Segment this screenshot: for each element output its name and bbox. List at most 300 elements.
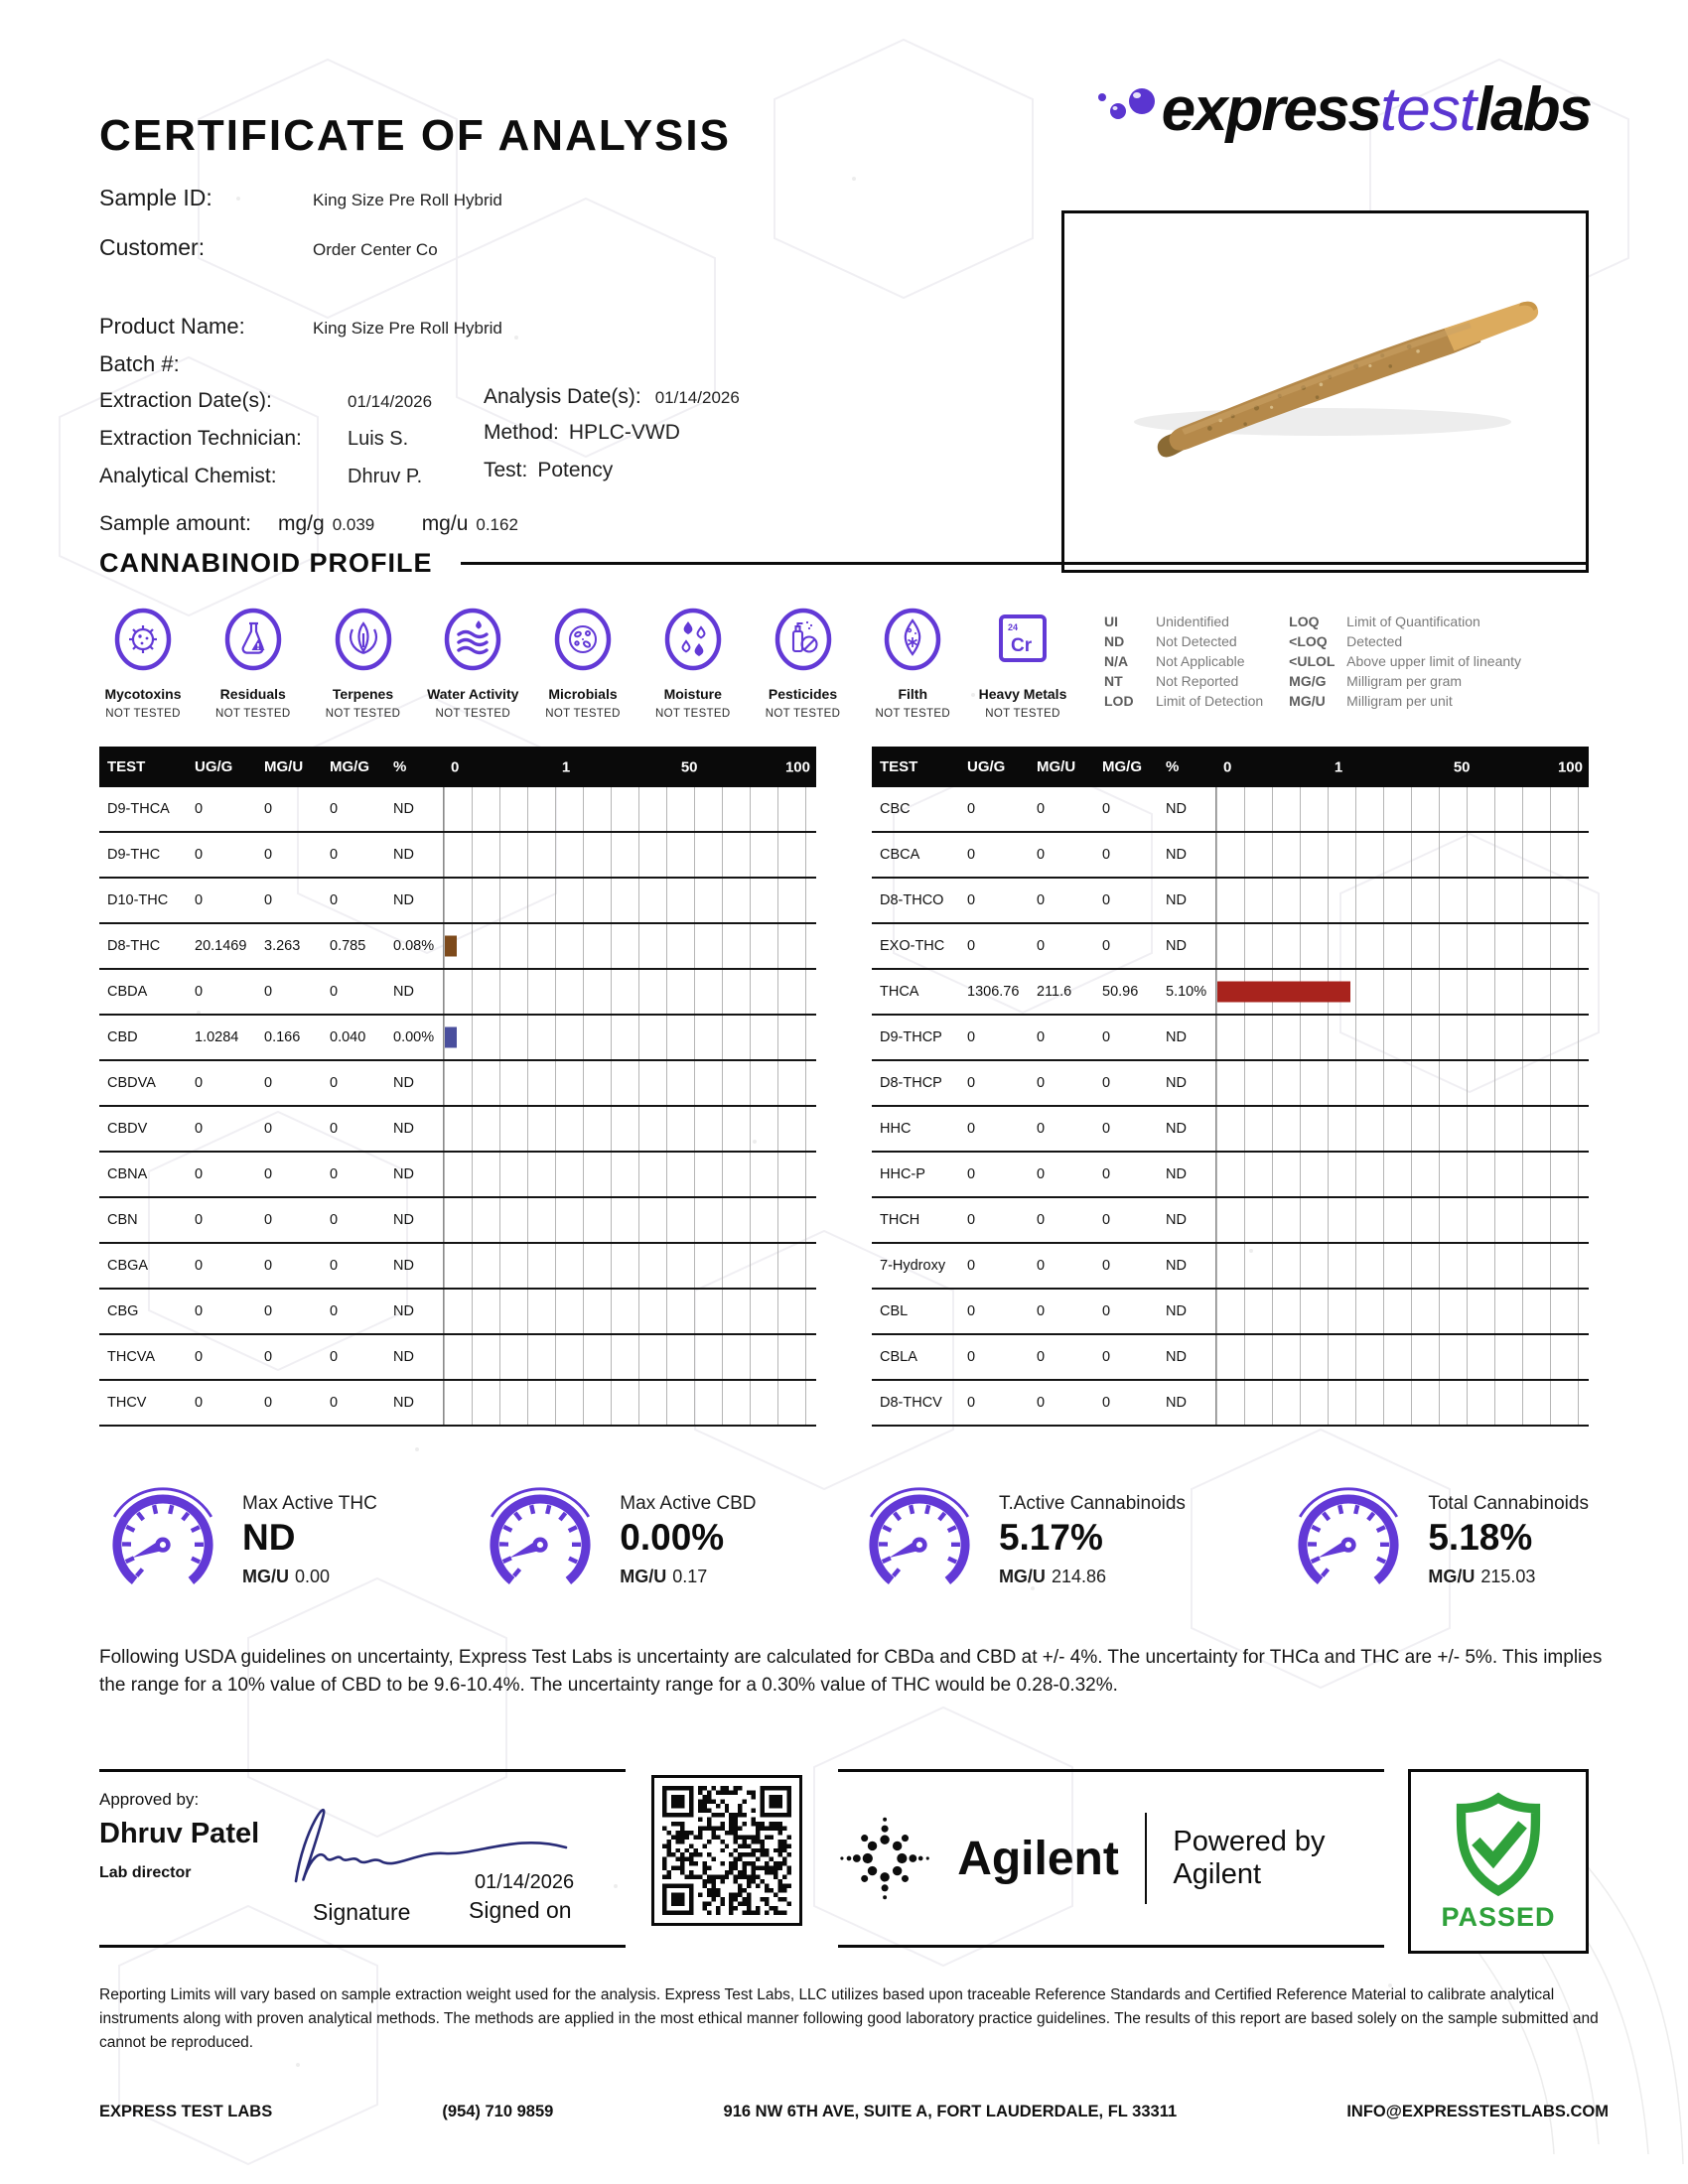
cell-value: 0	[195, 1395, 204, 1411]
cell-value: 0	[195, 1303, 204, 1319]
cannabinoid-row	[872, 1061, 1589, 1107]
cannabinoid-row	[99, 1107, 816, 1153]
moisture-droplets-icon	[661, 604, 725, 677]
heavy-metals-chromium-icon	[991, 604, 1055, 677]
cannabinoid-row	[872, 1198, 1589, 1244]
cell-value: 0	[1037, 1166, 1046, 1182]
analytical-chemist-label: Analytical Chemist:	[99, 465, 277, 487]
product-name-value: King Size Pre Roll Hybrid	[313, 319, 502, 338]
mycotoxins-icon	[111, 604, 175, 677]
legend-entry	[1104, 614, 1263, 629]
gauge-value: ND	[242, 1516, 296, 1558]
legend-entry	[1289, 673, 1521, 689]
row-bar-chart	[443, 1153, 816, 1196]
cell-test-name: CBDV	[107, 1121, 148, 1137]
legend-definition: Detected	[1346, 633, 1403, 649]
cell-test-name: THCV	[107, 1395, 147, 1411]
cell-test-name: CBD	[107, 1029, 138, 1045]
legend-definition: Limit of Detection	[1156, 693, 1264, 709]
cell-test-name: D8-THCP	[880, 1075, 942, 1091]
cell-value: 1306.76	[967, 984, 1020, 1000]
row-bar-chart	[1215, 1335, 1589, 1379]
axis-tick-label: 0	[1223, 758, 1232, 775]
row-bar-chart	[443, 1381, 816, 1425]
cell-value: ND	[1166, 1075, 1187, 1091]
legend-abbr: NT	[1104, 673, 1123, 689]
cell-value: 0	[1102, 892, 1111, 908]
extraction-date-value: 01/14/2026	[348, 392, 433, 411]
approver-name: Dhruv Patel	[99, 1818, 260, 1849]
cell-value: ND	[1166, 1029, 1187, 1045]
cell-value: 0	[264, 1258, 273, 1274]
column-header: %	[1166, 758, 1180, 775]
gauge-max-active-thc	[99, 1475, 377, 1604]
cell-test-name: CBG	[107, 1303, 139, 1319]
cell-test-name: CBNA	[107, 1166, 148, 1182]
cell-test-name: HHC	[880, 1121, 912, 1137]
cell-value: 0.166	[264, 1029, 301, 1045]
cell-value: 0	[264, 892, 273, 908]
sample-info-block	[99, 179, 1053, 556]
cannabinoid-row	[872, 787, 1589, 833]
approval-box	[99, 1769, 626, 1948]
row-bar-chart	[1215, 1061, 1589, 1105]
screening-label: Mycotoxins	[104, 686, 182, 702]
cannabinoid-row	[99, 1153, 816, 1198]
brand-word-express: express	[1161, 75, 1380, 144]
axis-tick-label: 50	[680, 758, 698, 775]
cell-value: ND	[1166, 1212, 1187, 1228]
row-bar-chart	[443, 879, 816, 922]
cell-test-name: EXO-THC	[880, 938, 945, 954]
cell-test-name: CBC	[880, 801, 911, 817]
row-bar-chart	[1215, 1244, 1589, 1288]
cell-value: 0.08%	[393, 938, 435, 954]
gauge-unit-label: MG/U	[998, 1566, 1046, 1586]
screening-status: NOT TESTED	[435, 708, 510, 720]
cell-value: 0	[195, 1349, 204, 1365]
axis-tick-label: 100	[784, 758, 810, 775]
cell-value: 0	[1037, 1121, 1046, 1137]
screening-item-mycotoxins	[91, 604, 195, 720]
gauge-label: T.Active Cannabinoids	[998, 1492, 1186, 1514]
gauge-unit-value: 214.86	[1051, 1566, 1106, 1586]
cannabinoid-row	[99, 1244, 816, 1290]
cell-value: 0	[264, 1121, 273, 1137]
svg-text:Cr: Cr	[1011, 635, 1033, 656]
cannabinoid-table-right	[872, 747, 1589, 1427]
cannabinoid-row	[872, 924, 1589, 970]
cannabinoid-row	[872, 970, 1589, 1016]
column-header: MG/G	[1102, 758, 1142, 775]
axis-tick-label: 100	[1557, 758, 1583, 775]
row-bar-chart	[1215, 1290, 1589, 1333]
row-bar-chart	[443, 1290, 816, 1333]
cell-value: 0	[1037, 1303, 1046, 1319]
screening-status: NOT TESTED	[105, 708, 181, 720]
screening-item-filth	[861, 604, 964, 720]
cell-test-name: HHC-P	[880, 1166, 925, 1182]
screening-item-pesticides	[752, 604, 855, 720]
cell-value: 0	[330, 801, 339, 817]
legend-definition: Not Detected	[1156, 633, 1237, 649]
row-bar-chart	[443, 833, 816, 877]
screening-status: NOT TESTED	[655, 708, 731, 720]
screening-item-residuals	[202, 604, 305, 720]
cell-value: ND	[393, 1166, 414, 1182]
cannabinoid-row	[99, 879, 816, 924]
cell-value: 0	[967, 1029, 976, 1045]
gauge-value: 5.17%	[998, 1516, 1103, 1558]
cell-test-name: D8-THCO	[880, 892, 944, 908]
gauge-max-active-cbd	[477, 1475, 756, 1604]
cell-value: ND	[1166, 1395, 1187, 1411]
footer-phone: (954) 710 9859	[442, 2103, 554, 2120]
legend-column-1	[1104, 614, 1263, 709]
gauge-icon	[99, 1475, 226, 1604]
screening-status-row	[91, 604, 1074, 720]
cell-value: 0	[967, 1212, 976, 1228]
cannabinoid-row	[99, 1016, 816, 1061]
cell-value: 0	[330, 1349, 339, 1365]
footer-address: 916 NW 6TH AVE, SUITE A, FORT LAUDERDALE, FL 33311	[723, 2103, 1178, 2120]
row-bar-chart	[1215, 833, 1589, 877]
cannabinoid-profile-title: CANNABINOID PROFILE	[99, 548, 433, 578]
screening-label: Terpenes	[332, 686, 394, 702]
table-header	[872, 747, 1589, 787]
analysis-date-label: Analysis Date(s):	[484, 385, 641, 408]
cell-value: 0	[967, 1121, 976, 1137]
cell-value: 0.785	[330, 938, 366, 954]
cell-value: ND	[1166, 1303, 1187, 1319]
terpenes-leaf-icon	[332, 604, 395, 677]
cell-value: 0	[264, 1212, 273, 1228]
screening-status: NOT TESTED	[545, 708, 621, 720]
microbials-icon	[551, 604, 615, 677]
axis-scale	[443, 747, 816, 787]
cannabinoid-row	[99, 833, 816, 879]
qr-code	[651, 1775, 802, 1926]
agilent-starburst-icon	[838, 1804, 931, 1913]
cell-value: ND	[393, 801, 414, 817]
extraction-technician-label: Extraction Technician:	[99, 427, 302, 450]
extraction-date-label: Extraction Date(s):	[99, 389, 272, 412]
legend-entry	[1104, 653, 1263, 669]
cell-value: 0	[1102, 847, 1111, 863]
cell-test-name: THCA	[880, 984, 919, 1000]
legend-definition: Not Reported	[1156, 673, 1239, 689]
sample-id-label: Sample ID:	[99, 185, 212, 210]
cell-value: ND	[393, 1212, 414, 1228]
gauge-total-cannabinoids	[1285, 1475, 1589, 1604]
axis-tick-label: 0	[451, 758, 460, 775]
summary-gauges-row	[99, 1475, 1589, 1604]
row-bar-chart	[1215, 1153, 1589, 1196]
cell-test-name: D8-THC	[107, 938, 161, 954]
legend-entry	[1289, 653, 1521, 669]
cell-value: ND	[393, 1258, 414, 1274]
gauge-unit-label: MG/U	[620, 1566, 667, 1586]
cannabinoid-row	[99, 1061, 816, 1107]
cannabinoid-row	[872, 1335, 1589, 1381]
cell-value: 0.00%	[393, 1029, 435, 1045]
gauge-label: Total Cannabinoids	[1428, 1492, 1589, 1514]
cannabinoid-row	[99, 924, 816, 970]
cell-value: 3.263	[264, 938, 301, 954]
cell-test-name: THCH	[880, 1212, 920, 1228]
brand-logo	[1084, 75, 1591, 149]
cell-value: ND	[393, 892, 414, 908]
legend-abbr: <LOQ	[1289, 633, 1328, 649]
sample-amount-label: Sample amount:	[99, 512, 251, 535]
footer-bar	[99, 2103, 1609, 2121]
brand-word-test: test	[1380, 75, 1476, 144]
cell-test-name: CBN	[107, 1212, 138, 1228]
cell-value: 0	[967, 847, 976, 863]
cannabinoid-row	[99, 1381, 816, 1427]
analytical-chemist-value: Dhruv P.	[348, 466, 423, 487]
cell-value: 0	[1037, 892, 1046, 908]
cell-value: ND	[1166, 938, 1187, 954]
signed-on-date: 01/14/2026	[475, 1871, 575, 1893]
mgg-value: 0.039	[332, 515, 375, 534]
cell-value: 0	[264, 801, 273, 817]
gauge-value: 5.18%	[1428, 1516, 1533, 1558]
axis-tick-label: 1	[1334, 758, 1343, 775]
cell-value: 0	[1037, 1029, 1046, 1045]
cannabinoid-row	[872, 1107, 1589, 1153]
cell-value: 0	[330, 892, 339, 908]
test-label: Test:	[484, 459, 528, 481]
pesticides-icon	[772, 604, 835, 677]
cell-value: 20.1469	[195, 938, 247, 954]
row-bar-chart	[443, 1198, 816, 1242]
legend-definition: Milligram per unit	[1346, 693, 1453, 709]
cell-value: 0	[195, 1075, 204, 1091]
row-bar-chart	[443, 924, 816, 968]
column-header: %	[393, 758, 407, 775]
cannabinoid-row	[99, 970, 816, 1016]
brand-dots-icon	[1084, 79, 1162, 149]
cell-value: ND	[393, 1121, 414, 1137]
cannabinoid-row	[99, 1335, 816, 1381]
cell-value: ND	[393, 1349, 414, 1365]
cannabinoid-row	[99, 787, 816, 833]
agilent-wordmark: Agilent	[957, 1832, 1119, 1885]
cell-value: 0	[264, 1349, 273, 1365]
legend-entry	[1289, 614, 1521, 629]
gauge-icon	[1285, 1475, 1412, 1604]
passed-badge	[1408, 1769, 1589, 1954]
cell-value: 0	[264, 1303, 273, 1319]
cell-test-name: CBL	[880, 1303, 909, 1319]
column-header: MG/U	[264, 758, 304, 775]
cannabinoid-row	[872, 1290, 1589, 1335]
customer-value: Order Center Co	[313, 240, 438, 259]
screening-label: Residuals	[219, 686, 286, 702]
cell-test-name: D9-THCP	[880, 1029, 942, 1045]
cannabinoid-row	[872, 879, 1589, 924]
agilent-box	[838, 1769, 1384, 1948]
legend-abbr: <ULOL	[1289, 653, 1336, 669]
cell-value: 0	[967, 1166, 976, 1182]
section-divider-line	[461, 562, 1590, 565]
cell-value: ND	[1166, 1258, 1187, 1274]
gauge-total-active-cannabinoids	[856, 1475, 1186, 1604]
cell-value: 0	[967, 801, 976, 817]
column-header: TEST	[107, 758, 146, 775]
row-bar-chart	[1215, 1198, 1589, 1242]
column-header: MG/U	[1037, 758, 1076, 775]
cell-test-name: CBDVA	[107, 1075, 156, 1091]
cell-value: 0	[330, 1212, 339, 1228]
column-header: TEST	[880, 758, 918, 775]
gauge-unit-value: 0.17	[672, 1566, 708, 1586]
analysis-date-value: 01/14/2026	[654, 388, 740, 407]
method-label: Method:	[484, 421, 559, 444]
cell-value: 0	[1102, 1349, 1111, 1365]
row-bar-chart	[443, 970, 816, 1014]
cell-test-name: D10-THC	[107, 892, 169, 908]
screening-item-microbials	[531, 604, 634, 720]
product-name-label: Product Name:	[99, 314, 245, 339]
cell-value: 0	[330, 1258, 339, 1274]
axis-tick-label: 50	[1453, 758, 1471, 775]
screening-label: Water Activity	[427, 686, 519, 702]
cell-value: 0	[195, 801, 204, 817]
legend-entry	[1104, 633, 1263, 649]
cell-test-name: CBDA	[107, 984, 148, 1000]
legend-definition: Limit of Quantification	[1346, 614, 1480, 629]
cannabinoid-row	[872, 1153, 1589, 1198]
signed-on-label: Signed on	[469, 1897, 572, 1923]
gauge-label: Max Active THC	[242, 1492, 377, 1514]
cell-value: 50.96	[1102, 984, 1139, 1000]
row-bar-chart	[1215, 787, 1589, 831]
cell-value: 0	[1037, 1212, 1046, 1228]
cell-value: ND	[393, 984, 414, 1000]
footer-company: EXPRESS TEST LABS	[99, 2103, 273, 2120]
cell-value: 0	[195, 847, 204, 863]
preroll-photo	[1064, 213, 1586, 570]
screening-status: NOT TESTED	[985, 708, 1060, 720]
screening-item-heavy-metals	[971, 604, 1074, 720]
cell-value: 0	[195, 1121, 204, 1137]
cell-test-name: THCVA	[107, 1349, 156, 1365]
cell-value: 0	[1102, 1212, 1111, 1228]
legend-abbr: UI	[1104, 614, 1118, 629]
cell-test-name: CBCA	[880, 847, 920, 863]
cell-value: 0	[264, 1166, 273, 1182]
abbreviation-legend	[1104, 614, 1521, 709]
cannabinoid-row	[872, 1244, 1589, 1290]
cell-value: ND	[393, 847, 414, 863]
cell-value: 0	[330, 1075, 339, 1091]
legend-abbr: MG/G	[1289, 673, 1327, 689]
method-value: HPLC-VWD	[568, 421, 680, 444]
approved-by-label: Approved by:	[99, 1790, 200, 1809]
row-bar-chart	[443, 1107, 816, 1151]
residuals-flask-icon	[221, 604, 285, 677]
cell-value: 0	[1037, 938, 1046, 954]
row-bar-chart	[1215, 879, 1589, 922]
row-bar-chart	[443, 1244, 816, 1288]
value-bar	[445, 936, 457, 957]
row-bar-chart	[443, 1335, 816, 1379]
cell-test-name: CBLA	[880, 1349, 917, 1365]
table-header	[99, 747, 816, 787]
cell-value: 0	[264, 1395, 273, 1411]
cell-value: 0	[1102, 1029, 1111, 1045]
cell-value: 0	[967, 1303, 976, 1319]
cell-value: 0	[330, 847, 339, 863]
batch-label: Batch #:	[99, 351, 180, 376]
signature-label: Signature	[313, 1899, 411, 1925]
cell-value: 0	[967, 892, 976, 908]
powered-by-text: Powered by Agilent	[1173, 1826, 1326, 1890]
cell-test-name: D8-THCV	[880, 1395, 942, 1411]
screening-label: Moisture	[663, 686, 722, 702]
row-bar-chart	[1215, 1016, 1589, 1059]
mgu-label: mg/u	[421, 512, 469, 535]
cell-value: 0	[264, 847, 273, 863]
cell-test-name: 7-Hydroxy	[880, 1258, 946, 1274]
column-header: UG/G	[195, 758, 233, 775]
cell-value: 0	[195, 892, 204, 908]
legend-entry	[1104, 673, 1263, 689]
screening-status: NOT TESTED	[325, 708, 401, 720]
screening-label: Pesticides	[768, 686, 838, 702]
cell-value: ND	[1166, 892, 1187, 908]
cell-value: 0	[330, 1166, 339, 1182]
cell-value: ND	[393, 1303, 414, 1319]
cell-value: 1.0284	[195, 1029, 239, 1045]
row-bar-chart	[1215, 1381, 1589, 1425]
cell-value: ND	[393, 1395, 414, 1411]
cell-value: 0	[967, 1075, 976, 1091]
qr-code-pattern	[662, 1786, 791, 1915]
gauge-icon	[856, 1475, 983, 1604]
legend-abbr: LOD	[1104, 693, 1134, 709]
gauge-unit-label: MG/U	[242, 1566, 289, 1586]
cell-value: 211.6	[1037, 984, 1072, 1000]
row-bar-chart	[1215, 924, 1589, 968]
cell-value: 0	[195, 984, 204, 1000]
axis-scale	[1215, 747, 1589, 787]
vertical-divider	[1145, 1813, 1148, 1904]
cell-value: 0	[330, 1395, 339, 1411]
cell-value: 0	[264, 1075, 273, 1091]
approval-row	[99, 1769, 1589, 1954]
cell-value: 0	[1102, 1075, 1111, 1091]
water-activity-icon	[441, 604, 504, 677]
cell-value: ND	[1166, 1349, 1187, 1365]
cell-value: 0	[330, 1303, 339, 1319]
row-bar-chart	[443, 1016, 816, 1059]
cell-value: 0	[967, 1349, 976, 1365]
passed-shield-icon	[1447, 1791, 1550, 1900]
screening-label: Microbials	[548, 686, 618, 702]
extraction-technician-value: Luis S.	[348, 428, 409, 450]
screening-label: Filth	[898, 686, 928, 702]
cannabinoid-row	[872, 833, 1589, 879]
row-bar-chart	[1215, 1107, 1589, 1151]
screening-label: Heavy Metals	[978, 686, 1067, 702]
legend-definition: Milligram per gram	[1346, 673, 1463, 689]
cell-test-name: D9-THCA	[107, 801, 170, 817]
cell-value: 0	[1102, 1166, 1111, 1182]
svg-text:24: 24	[1008, 622, 1019, 632]
